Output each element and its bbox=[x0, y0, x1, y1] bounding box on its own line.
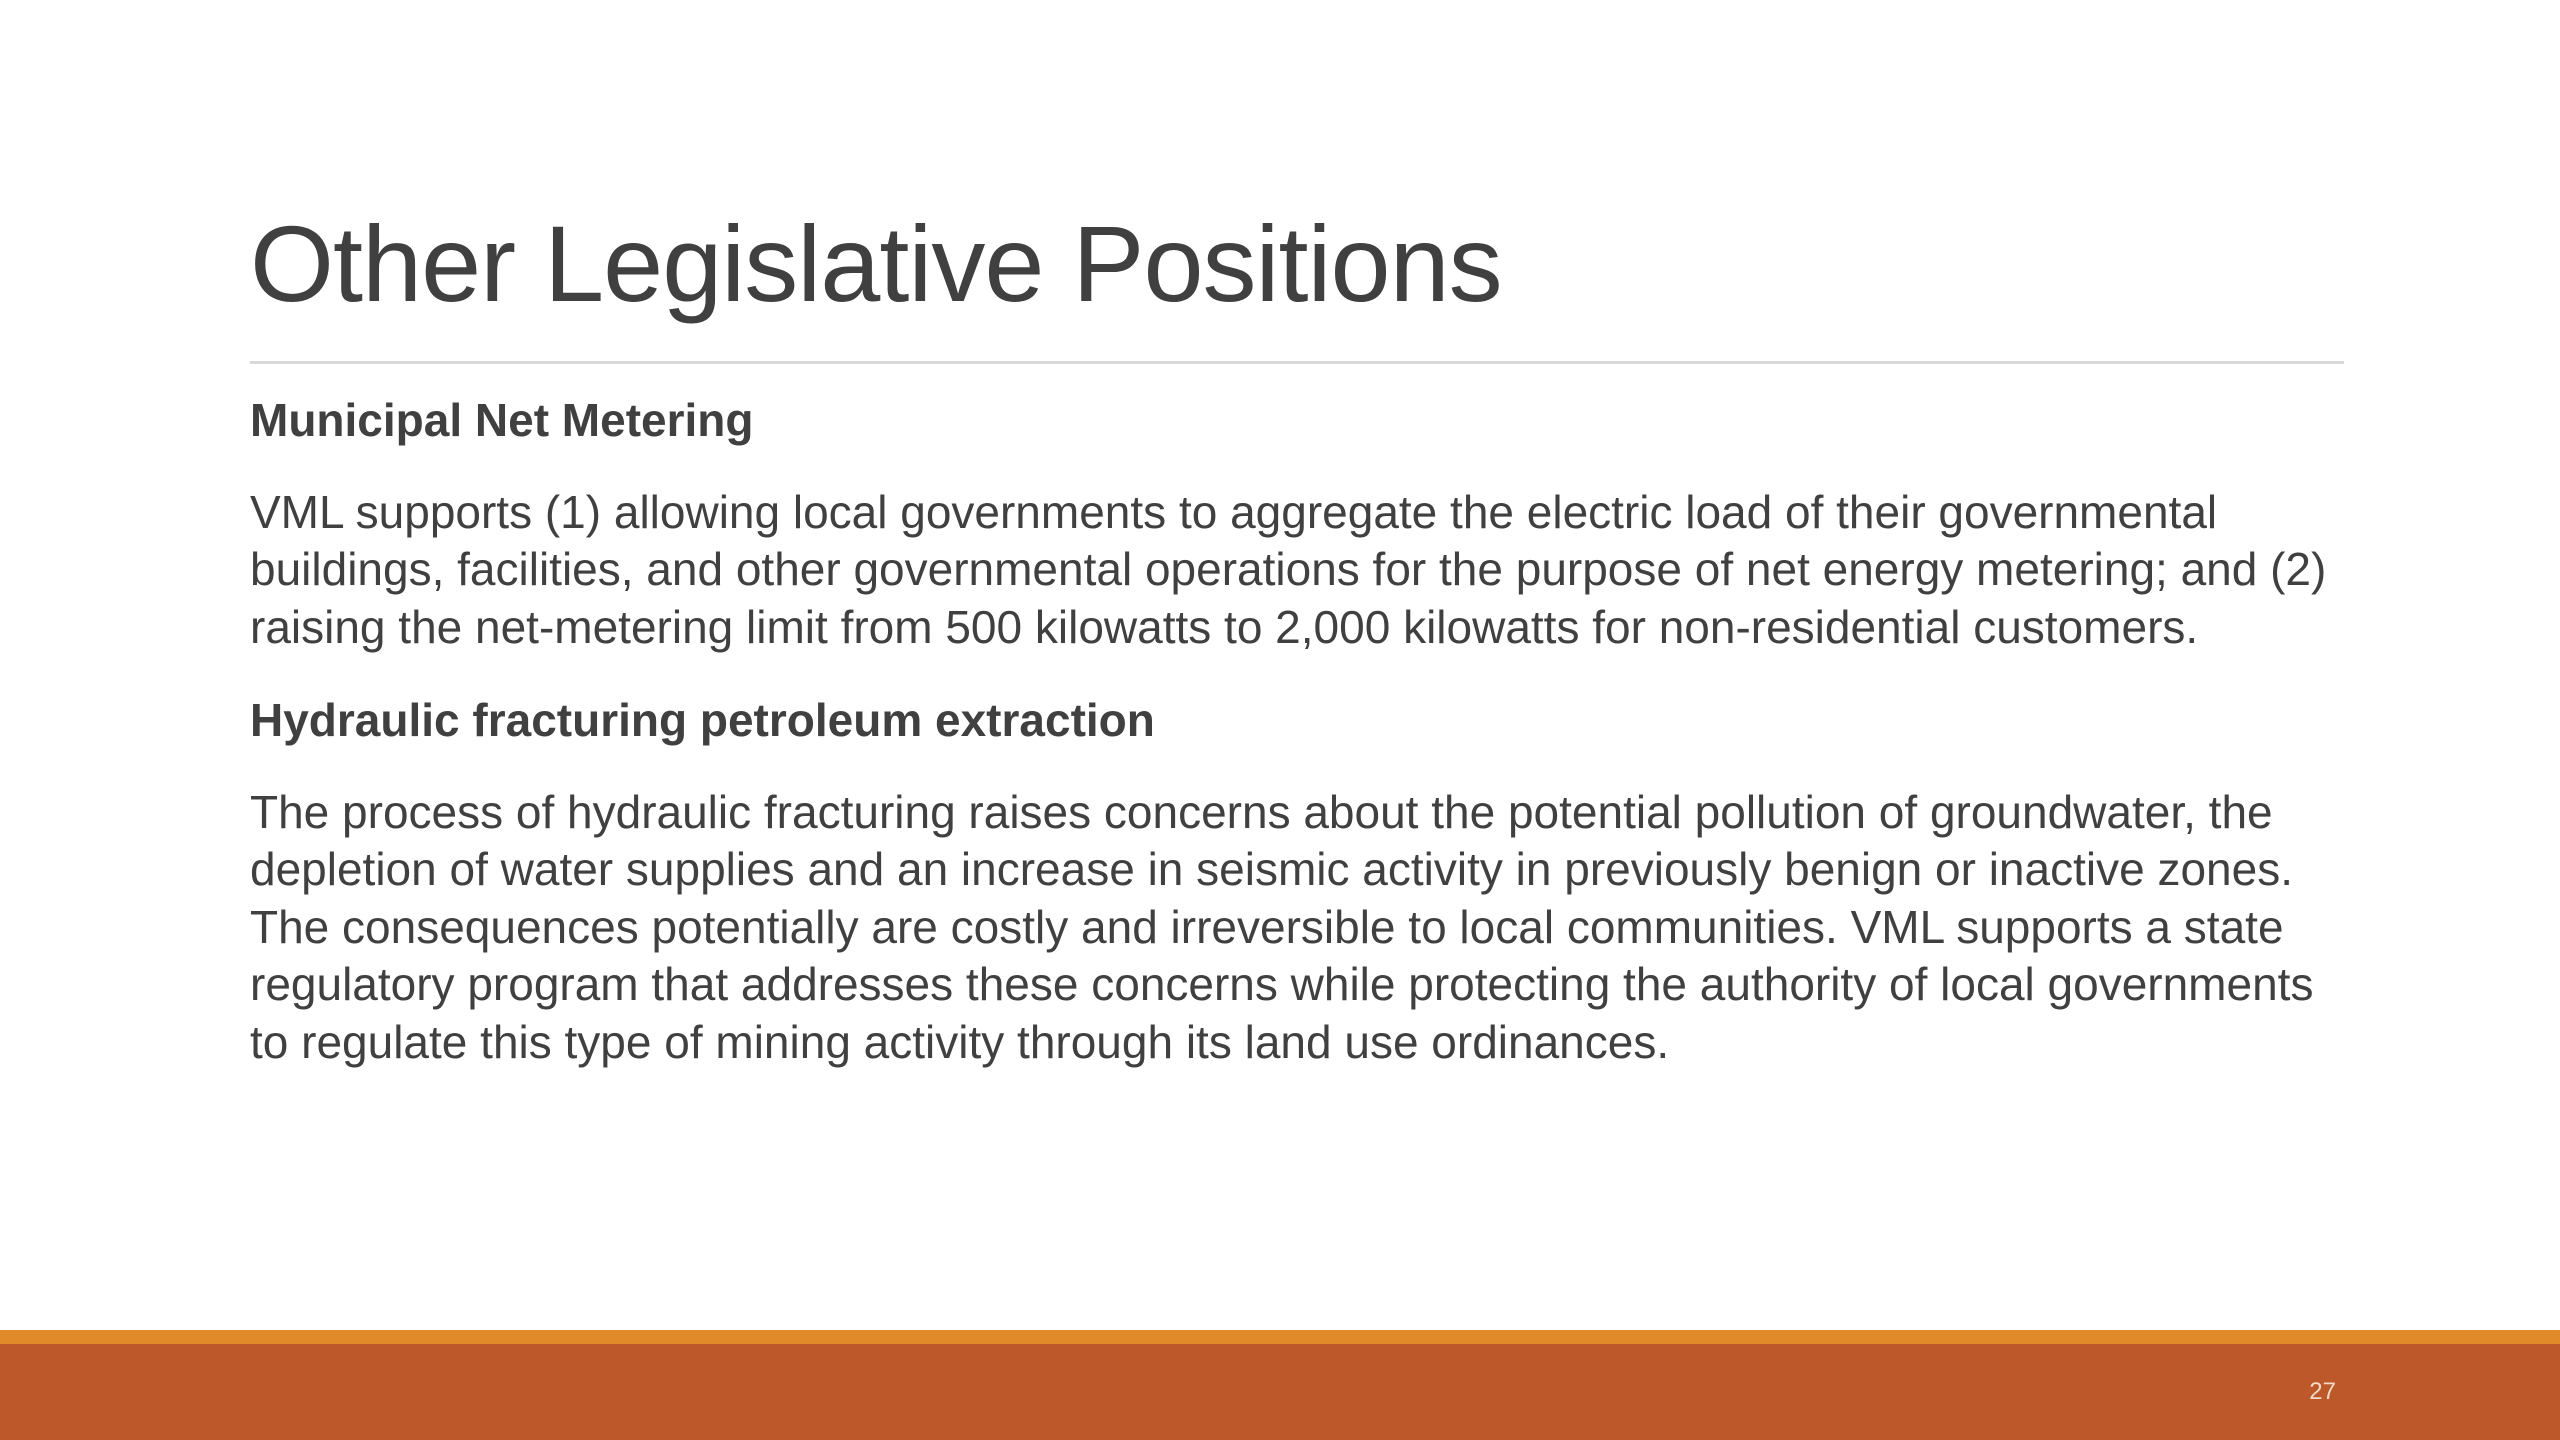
title-divider bbox=[250, 361, 2344, 364]
section-heading-hydraulic-fracturing: Hydraulic fracturing petroleum extraction bbox=[250, 694, 1155, 746]
section-body-hydraulic-fracturing: The process of hydraulic fracturing raises concerns about the potential pollution of groundwater, the depletion of water supplies and an increase in seismic activity in previously benign or inactive zones. The consequences potentially are costly and irreversible to local communities. VML supports a state regulatory program that addresses these concerns while protecting the authority of local governments to regulate this type of mining activity through its land use ordinances. bbox=[250, 785, 2314, 1068]
slide-content bbox=[250, 392, 2350, 1107]
footer-accent-stripe bbox=[0, 1330, 2560, 1344]
section-body-net-metering: VML supports (1) allowing local governments to aggregate the electric load of their governmental buildings, facilities, and other governmental operations for the purpose of net energy metering; and (2) raising the net-metering limit from 500 kilowatts to 2,000 kilowatts for non-residential customers. bbox=[250, 485, 2327, 653]
footer-bar bbox=[0, 1344, 2560, 1440]
slide-title: Other Legislative Positions bbox=[250, 203, 1502, 324]
slide-number: 27 bbox=[2309, 1378, 2336, 1405]
section-heading-net-metering: Municipal Net Metering bbox=[250, 394, 754, 446]
